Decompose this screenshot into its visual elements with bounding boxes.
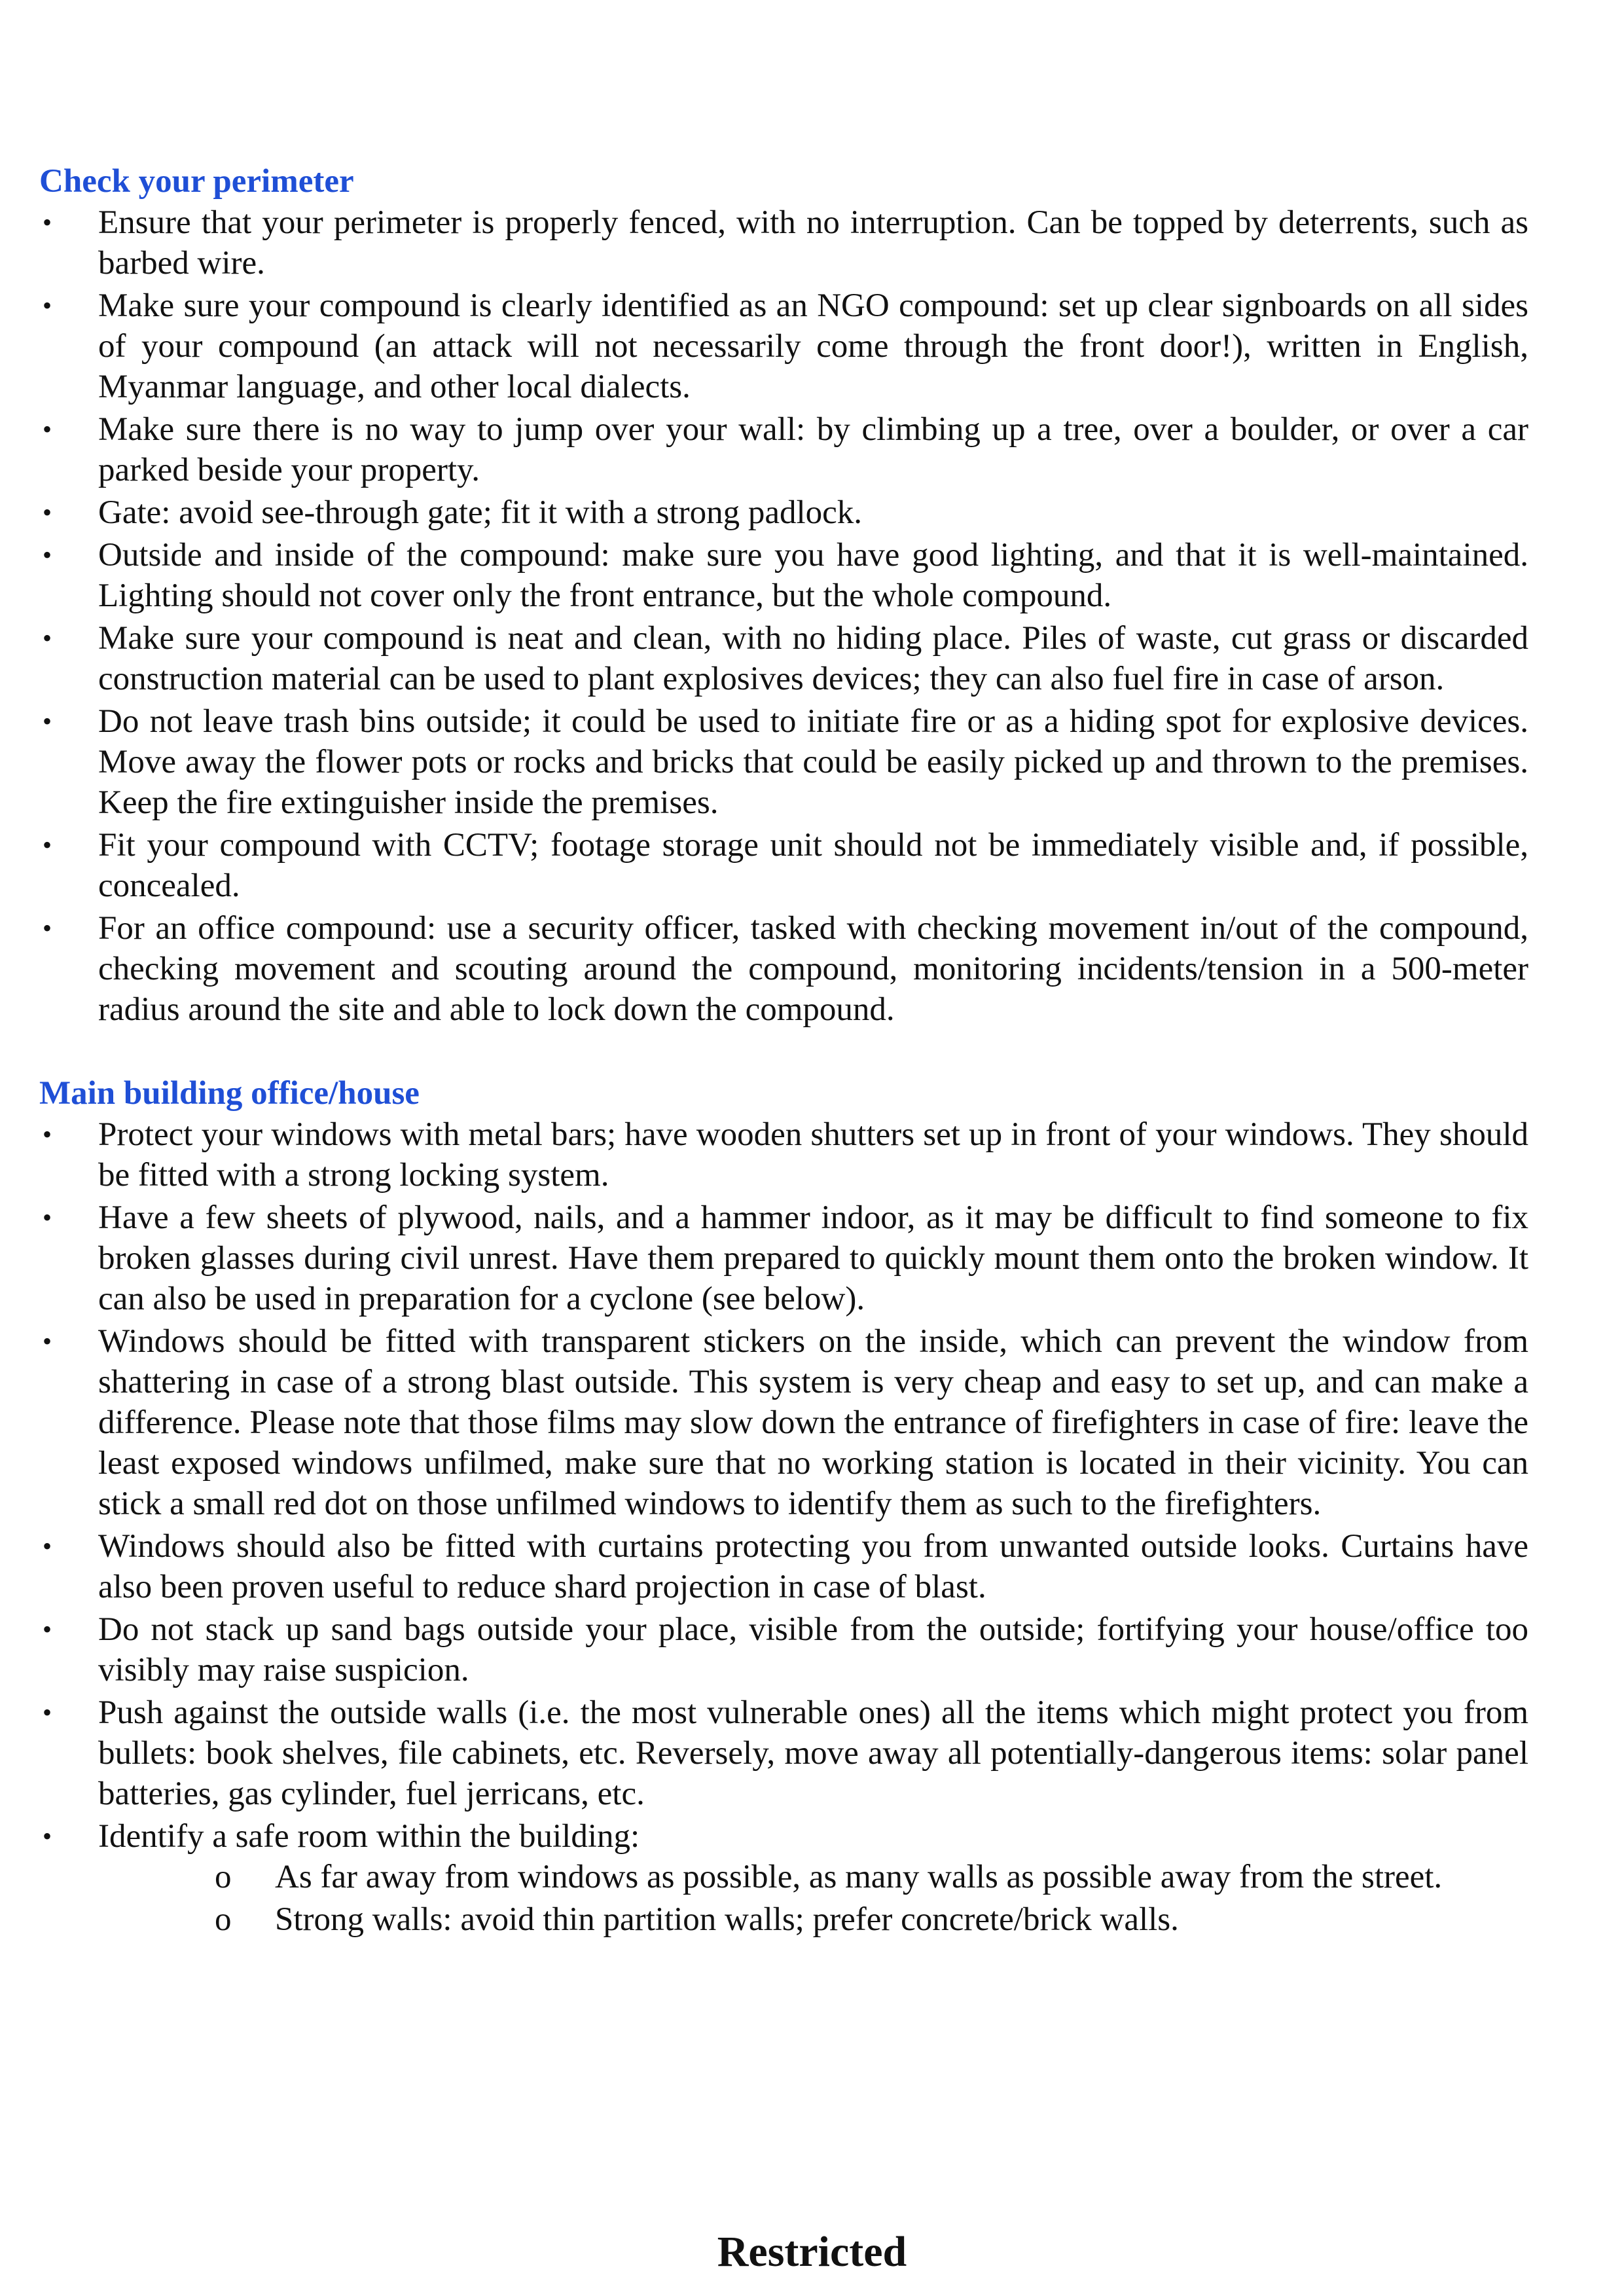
bullet-icon: • [43, 1821, 52, 1851]
list-item: • Windows should also be fitted with curtains protecting you from unwanted outside looks. Curtains have also been proven useful to reduce shard projection in case of blast. [39, 1526, 1528, 1607]
bullet-icon: • [43, 1698, 52, 1727]
perimeter-list [39, 202, 1528, 1030]
list-item: • Outside and inside of the compound: make sure you have good lighting, and that it is well-maintained. Lighting should not cover only the front entrance, but the whole compound. [39, 535, 1528, 616]
list-item: • Make sure your compound is neat and clean, with no hiding place. Piles of waste, cut grass or discarded construction material can be used to plant explosives devices; they can also fuel fire in case of arson. [39, 618, 1528, 699]
bullet-icon: • [43, 830, 52, 860]
bullet-icon: • [43, 414, 52, 444]
list-item: • Gate: avoid see-through gate; fit it with a strong padlock. [39, 492, 1528, 533]
list-item: • Push against the outside walls (i.e. the most vulnerable ones) all the items which might protect you from bullets: book shelves, file cabinets, etc. Reversely, move away all potentially-dangerous items: solar panel batteries, gas cylinder, fuel jerricans, etc. [39, 1692, 1528, 1814]
bullet-icon: • [43, 498, 52, 527]
bullet-icon: • [43, 1531, 52, 1561]
bullet-icon: • [43, 540, 52, 570]
section-spacer [39, 1032, 1528, 1072]
list-item: • For an office compound: use a security officer, tasked with checking movement in/out of the compound, checking movement and scouting around the compound, monitoring incidents/tension in a 500-meter radius around the site and able to lock down the compound. [39, 908, 1528, 1030]
bullet-icon: • [43, 913, 52, 943]
sub-list-item: o As far away from windows as possible, as many walls as possible away from the street. [39, 1857, 1528, 1897]
list-item: • Identify a safe room within the building: o As far away from windows as possible, as many walls as possible away from the street. o Strong walls: avoid thin partition walls; prefer concrete/brick walls. [39, 1816, 1528, 1940]
list-item: • Do not stack up sand bags outside your place, visible from the outside; fortifying your house/office too visibly may raise suspicion. [39, 1609, 1528, 1690]
section-heading-main-building: Main building office/house [39, 1075, 420, 1112]
bullet-icon: • [43, 1614, 52, 1644]
list-item: • Make sure your compound is clearly identified as an NGO compound: set up clear signboards on all sides of your compound (an attack will not necessarily come through the front door!), written in English, Myanmar language, and other local dialects. [39, 285, 1528, 407]
list-item: • Ensure that your perimeter is properly fenced, with no interruption. Can be topped by deterrents, such as barbed wire. [39, 202, 1528, 283]
list-item: • Protect your windows with metal bars; have wooden shutters set up in front of your windows. They should be fitted with a strong locking system. [39, 1114, 1528, 1195]
list-item: • Have a few sheets of plywood, nails, and a hammer indoor, as it may be difficult to find someone to fix broken glasses during civil unrest. Have them prepared to quickly mount them onto the broken window. It can also be used in preparation for a cyclone (see below). [39, 1197, 1528, 1319]
safe-room-sublist [98, 1857, 1528, 1940]
main-building-list [39, 1114, 1528, 1940]
bullet-icon: • [43, 1120, 52, 1149]
list-item: • Do not leave trash bins outside; it could be used to initiate fire or as a hiding spot for explosive devices. Move away the flower pots or rocks and bricks that could be easily picked up and thrown to the premises. Keep the fire extinguisher inside the premises. [39, 701, 1528, 823]
sub-list-item: o Strong walls: avoid thin partition walls; prefer concrete/brick walls. [39, 1899, 1528, 1940]
bullet-icon: • [43, 623, 52, 653]
circle-bullet-icon: o [215, 1901, 232, 1938]
list-item: • Windows should be fitted with transparent stickers on the inside, which can prevent the window from shattering in case of a strong blast outside. This system is very cheap and easy to set up, and can make a difference. Please note that those films may slow down the entrance of firefighters in case of fire: leave the least exposed windows unfilmed, make sure that no working station is located in their vicinity. You can stick a small red dot on those unfilmed windows to identify them as such to the firefighters. [39, 1321, 1528, 1524]
section-heading-perimeter: Check your perimeter [39, 163, 354, 200]
list-item: • Make sure there is no way to jump over your wall: by climbing up a tree, over a boulder, or over a car parked beside your property. [39, 409, 1528, 490]
circle-bullet-icon: o [215, 1859, 232, 1895]
list-item: • Fit your compound with CCTV; footage storage unit should not be immediately visible and, if possible, concealed. [39, 825, 1528, 906]
bullet-icon: • [43, 291, 52, 320]
document-body [39, 160, 1528, 1942]
classification-footer: Restricted [717, 2228, 907, 2276]
bullet-icon: • [43, 1203, 52, 1232]
bullet-icon: • [43, 1326, 52, 1356]
bullet-icon: • [43, 208, 52, 237]
bullet-icon: • [43, 706, 52, 736]
